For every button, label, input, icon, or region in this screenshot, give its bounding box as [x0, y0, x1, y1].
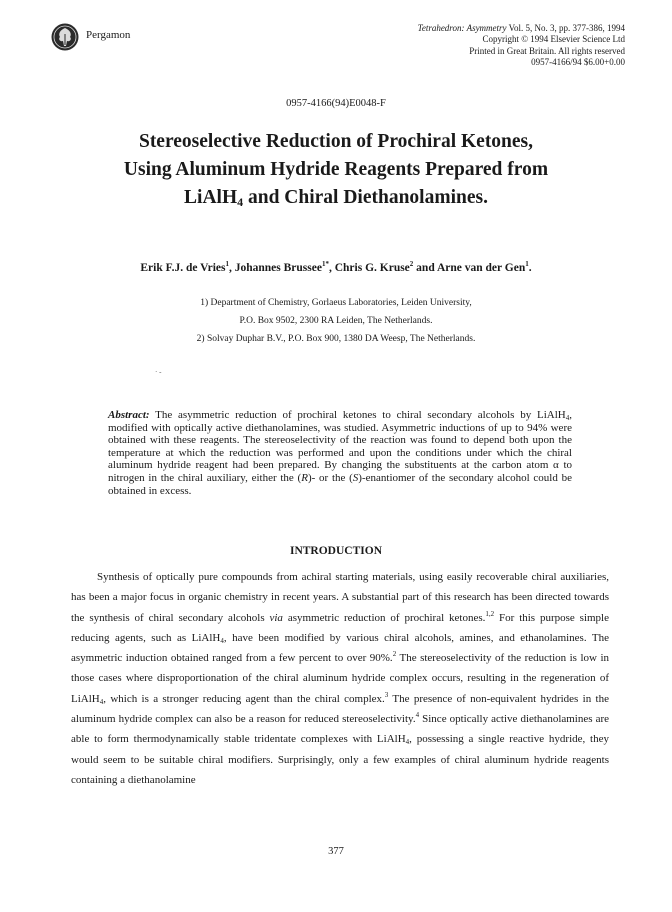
abstract-subscript: 4	[565, 414, 570, 422]
intro-subscript: 4	[99, 697, 104, 706]
title-subscript: 4	[237, 195, 244, 209]
abstract-text: , modified with optically active diethanolamines, was studied. Asymmetric inductions of up to 94% were obtained with these reagents. The stereoselectivity of the reaction was found to depend both upon the temperature at which the reduction was performed and upon the conditions under which the chiral aluminum hydride reagent had been prepared. By changing the substituents at the carbon atom α to nitrogen in the chiral auxiliary, either the (	[108, 409, 572, 484]
title-rest: and Chiral Diethanolamines.	[243, 187, 488, 208]
introduction-paragraph	[71, 567, 609, 790]
abstract-label: Abstract:	[108, 409, 150, 421]
author-end: .	[528, 262, 532, 274]
title-line-1: Stereoselective Reduction of Prochiral Ketones,	[138, 131, 534, 152]
publisher-name: Pergamon	[86, 29, 131, 41]
intro-text: asymmetric reduction of prochiral ketones.	[282, 611, 486, 624]
affiliation-line-1: 1) Department of Chemistry, Gorlaeus Laboratories, Leiden University,	[200, 298, 472, 308]
intro-text: , which is a stronger reducing agent than the chiral complex.	[103, 692, 385, 705]
intro-text: The presence of non-equivalent hydrides in the aluminum hydride complex can also be a reason for reduced stereoselectivity.	[71, 692, 609, 726]
author-list	[0, 262, 672, 274]
paper-title	[0, 128, 672, 212]
abstract-text: )- or the (	[307, 471, 353, 484]
citation-ref: 3	[384, 690, 389, 699]
author-affiliation-mark: 1	[225, 260, 229, 268]
intro-subscript: 4	[220, 636, 224, 645]
abstract	[108, 409, 572, 497]
scan-speck: · -	[155, 368, 162, 376]
author-name: Erik F.J. de Vries	[140, 262, 226, 274]
intro-text: Since optically active diethanolamines are able to form thermodynamically stable tridentate complexes with LiAlH	[71, 713, 609, 746]
affiliation-line-3: 2) Solvay Duphar B.V., P.O. Box 900, 1380 DA Weesp, The Netherlands.	[196, 334, 476, 344]
citation-ref: 2	[392, 650, 397, 659]
intro-italic: via	[269, 611, 283, 624]
journal-issue: Vol. 5, No. 3, pp. 377-386, 1994	[506, 23, 625, 33]
issn-line: 0957-4166/94 $6.00+0.00	[531, 57, 625, 68]
citation-ref: 4	[415, 711, 420, 720]
journal-info	[418, 23, 625, 69]
intro-text: , have been modified by various chiral alcohols, amines, and ethanolamines. The asymmetric induction obtained ranged from a few percent to over 90%.	[71, 631, 609, 665]
author-name: , Johannes Brussee	[228, 262, 322, 274]
citation-ref: 1,2	[485, 609, 495, 618]
intro-subscript: 4	[405, 738, 410, 747]
abstract-s-label: S	[352, 471, 359, 484]
abstract-text: The asymmetric reduction of prochiral ketones to chiral secondary alcohols by LiAlH	[149, 409, 566, 421]
abstract-text: )-enantiomer of the secondary alcohol could be obtained in excess.	[108, 471, 572, 497]
title-formula: LiAlH	[184, 187, 238, 208]
intro-text: Synthesis of optically pure compounds from achiral starting materials, using easily recoverable chiral auxiliaries, has been a major focus in organic chemistry in recent years. A substantial part of this research has been directed towards the synthesis of chiral secondary alcohols	[71, 571, 609, 624]
article-code: 0957-4166(94)E0048-F	[286, 98, 386, 109]
journal-name: Tetrahedron: Asymmetry	[417, 23, 507, 33]
author-name: and Arne van der Gen	[413, 262, 526, 274]
affiliation-line-2: P.O. Box 9502, 2300 RA Leiden, The Netherlands.	[239, 316, 433, 326]
intro-text: The stereoselectivity of the reduction is low in those cases where disproportionation of the chiral aluminum hydride complex occurs, resulting in the regeneration of LiAlH	[71, 652, 609, 705]
publisher-logo-icon	[50, 22, 80, 52]
intro-text: , possessing a single reactive hydride, they would seem to be suitable chiral modifiers. Surprisingly, only a few examples of chiral aluminum hydride reagents containing a diethanolamine	[71, 733, 609, 786]
author-name: , Chris G. Kruse	[328, 262, 410, 274]
author-affiliation-mark: 1*	[321, 260, 329, 268]
abstract-r-label: R	[301, 471, 308, 484]
title-line-3	[0, 184, 672, 212]
intro-text: For this purpose simple reducing agents, such as LiAlH	[71, 611, 609, 644]
copyright-line: Copyright © 1994 Elsevier Science Ltd	[482, 34, 625, 45]
journal-citation	[418, 23, 625, 34]
author-affiliation-mark: 1	[525, 260, 529, 268]
printed-line: Printed in Great Britain. All rights reserved	[469, 45, 625, 56]
title-line-2: Using Aluminum Hydride Reagents Prepared from	[123, 159, 549, 180]
section-heading-introduction: INTRODUCTION	[289, 545, 382, 557]
page-number: 377	[328, 846, 344, 857]
author-affiliation-mark: 2	[409, 260, 414, 268]
